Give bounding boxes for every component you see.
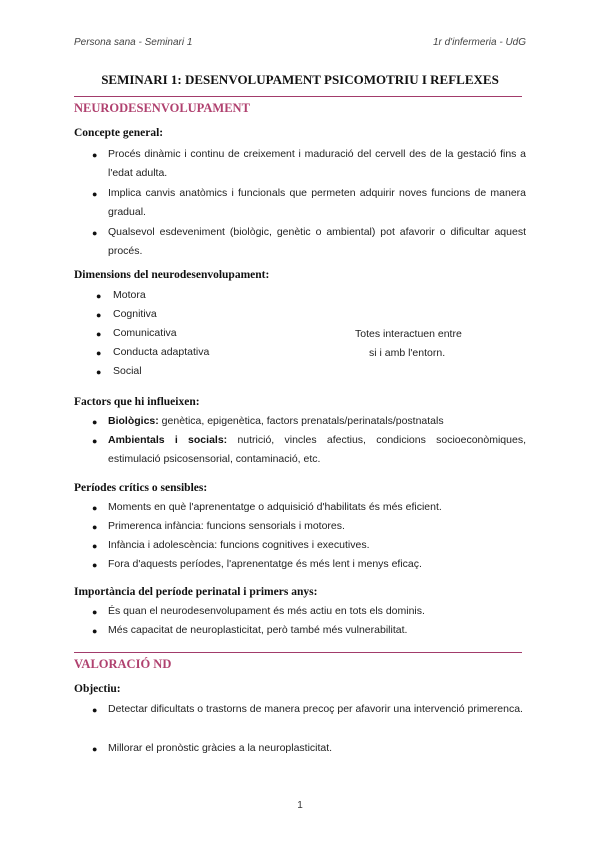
bullet-icon: ●	[92, 228, 98, 238]
bullet-icon: ●	[96, 310, 102, 320]
subheading-objectiu: Objectiu:	[74, 683, 121, 695]
list-item-comunicativa: Comunicativa	[113, 327, 177, 339]
header-right: 1r d'infermeria - UdG	[432, 37, 526, 48]
bullet-icon: ●	[92, 522, 98, 532]
bullet-icon: ●	[92, 189, 98, 199]
subheading-concepte-general: Concepte general:	[74, 127, 164, 139]
list-item-cognitiva: Cognitiva	[113, 308, 157, 320]
list-item: Fora d'aquests períodes, l'aprenentatge és més lent i menys eficaç.	[108, 558, 422, 570]
subheading-importancia: Importància del període perinatal i primers anys:	[74, 586, 318, 598]
bullet-icon: ●	[92, 503, 98, 513]
bullet-icon: ●	[96, 329, 102, 339]
dimensions-note-line1: Totes interactuen entre	[355, 328, 462, 340]
bullet-icon: ●	[92, 705, 98, 715]
list-item: Qualsevol esdeveniment (biològic, genètic o ambiental) pot afavorir o dificultar aquest procés.	[108, 226, 526, 257]
bullet-icon: ●	[92, 150, 98, 160]
item-text: genètica, epigenètica, factors prenatals/perinatals/postnatals	[158, 415, 444, 427]
section-heading-neurodesenvolupament: NEURODESENVOLUPAMENT	[74, 101, 250, 115]
item-text: nutrició, vincles afectius, condicions socioeconòmiques, estimulació psicosensorial, contaminació, etc.	[108, 434, 526, 465]
list-item-biologics	[108, 412, 526, 431]
header-left: Persona sana - Seminari 1	[74, 37, 193, 48]
document-title: SEMINARI 1: DESENVOLUPAMENT PSICOMOTRIU I REFLEXES	[101, 72, 499, 87]
bullet-icon: ●	[96, 291, 102, 301]
bullet-icon: ●	[92, 436, 98, 446]
list-item-ambientals	[108, 431, 526, 469]
bullet-icon: ●	[92, 607, 98, 617]
item-label: Biològics:	[108, 415, 159, 427]
list-item: És quan el neurodesenvolupament és més actiu en tots els dominis.	[108, 605, 425, 617]
bullet-icon: ●	[96, 348, 102, 358]
list-item: Implica canvis anatòmics i funcionals que permeten adquirir noves funcions de manera gradual.	[108, 187, 526, 218]
subheading-factors: Factors que hi influeixen:	[74, 396, 200, 408]
section-rule	[74, 652, 522, 653]
list-item: Moments en què l'aprenentatge o adquisició d'habilitats és més eficient.	[108, 501, 442, 513]
list-item: Primerenca infància: funcions sensorials i motores.	[108, 520, 345, 532]
bullet-icon: ●	[96, 367, 102, 377]
subheading-periodes: Períodes crítics o sensibles:	[74, 482, 208, 494]
bullet-icon: ●	[92, 744, 98, 754]
bullet-icon: ●	[92, 626, 98, 636]
item-label: Ambientals i socials:	[108, 434, 228, 446]
dimensions-note-line2: si i amb l'entorn.	[369, 347, 446, 359]
list-item: Procés dinàmic i continu de creixement i maduració del cervell des de la gestació fins a l'edat adulta.	[108, 148, 526, 179]
bullet-icon: ●	[92, 541, 98, 551]
list-item-conducta-adaptativa: Conducta adaptativa	[113, 346, 210, 358]
list-item-motora: Motora	[113, 289, 146, 301]
list-item: Més capacitat de neuroplasticitat, però també més vulnerabilitat.	[108, 624, 408, 636]
bullet-icon: ●	[92, 560, 98, 570]
page-number: 1	[297, 800, 303, 811]
list-item: Millorar el pronòstic gràcies a la neuroplasticitat.	[108, 742, 333, 754]
bullet-icon: ●	[92, 417, 98, 427]
list-item: Infància i adolescència: funcions cognitives i executives.	[108, 539, 370, 551]
section-heading-valoracio-nd: VALORACIÓ ND	[74, 657, 172, 671]
list-item-social: Social	[113, 365, 142, 377]
list-item: Detectar dificultats o trastorns de manera precoç per afavorir una intervenció primerenca.	[108, 703, 523, 715]
section-rule	[74, 96, 522, 97]
subheading-dimensions: Dimensions del neurodesenvolupament:	[74, 269, 270, 281]
